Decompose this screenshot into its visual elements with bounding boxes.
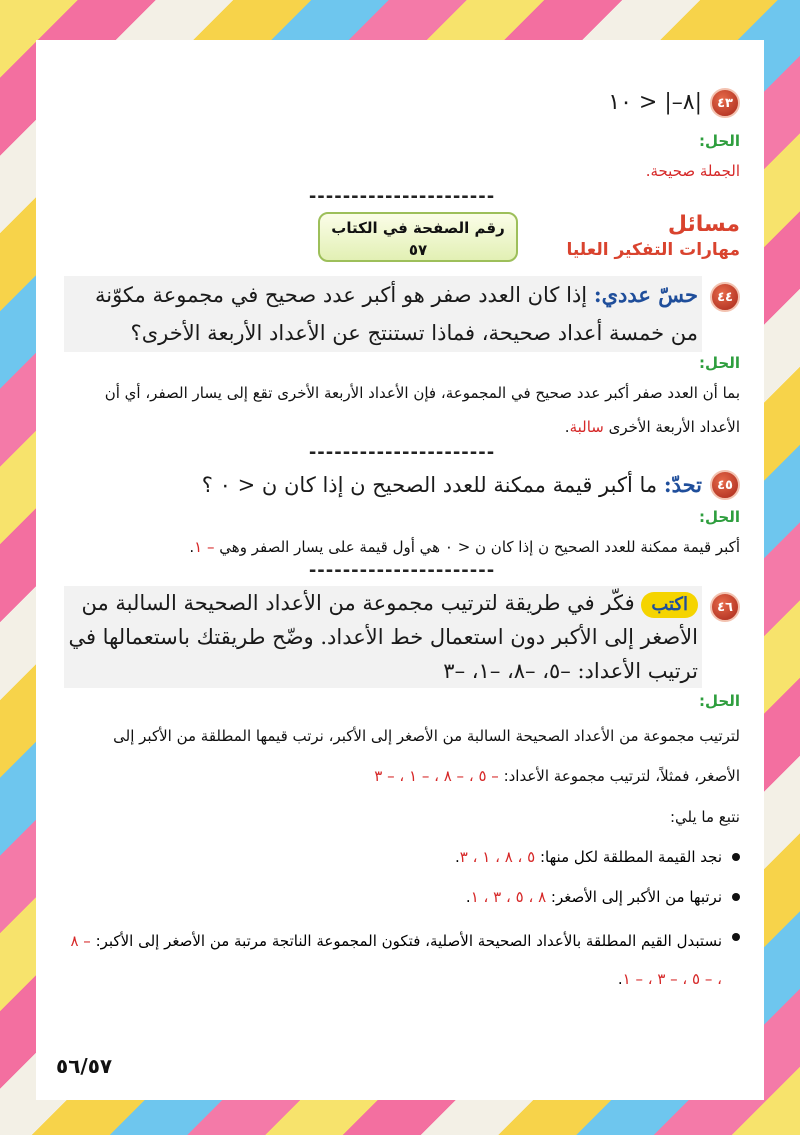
solution-end: . — [189, 538, 195, 556]
section-subtitle: مهارات التفكير العليا — [566, 240, 740, 260]
question-body: إذا كان العدد صفر هو أكبر عدد صحيح في مجموعة مكوّنة من خمسة أعداد صحيحة، فماذا تستنتج عن الأعداد الأربعة الأخرى؟ — [94, 283, 698, 345]
section-title: مسائل — [667, 212, 740, 237]
worksheet-page — [36, 40, 764, 1100]
solution-label: الحل: — [699, 354, 740, 372]
list-item-text: نرتبها من الأكبر إلى الأصغر: — [550, 888, 722, 906]
solution-label: الحل: — [699, 692, 740, 710]
list-item-values: ٨ ، ٥ ، ٣ ، ١ — [470, 888, 547, 906]
question-text — [202, 466, 702, 504]
question-tag: حسّ عددي: — [593, 282, 698, 307]
question-number: ٤٤ — [710, 282, 740, 312]
question-tag: تحدّ: — [663, 472, 702, 497]
list-item-values: ٥ ، ٨ ، ١ ، ٣ — [459, 848, 536, 866]
list-item — [64, 882, 740, 912]
list-item-content — [64, 922, 722, 998]
bullet-icon — [732, 893, 740, 901]
question-text — [64, 586, 702, 688]
solution-highlight: – ٥ ، – ٨ ، – ١ ، – ٣ — [374, 767, 499, 785]
bullet-icon — [732, 853, 740, 861]
list-item-end: . — [455, 848, 460, 866]
content — [64, 84, 740, 1008]
question-number: ٤٦ — [710, 592, 740, 622]
list-item-text: نستبدل القيم المطلقة بالأعداد الصحيحة الأصلية، فتكون المجموعة الناتجة مرتبة من الأصغر إلى الأكبر: — [95, 932, 722, 950]
question-body: ما أكبر قيمة ممكنة للعدد الصحيح ن إذا كان ن < ٠ ؟ — [201, 473, 658, 497]
book-page-box — [318, 212, 518, 262]
list-item-content — [455, 842, 722, 872]
solution-text: الجملة صحيحة. — [645, 162, 740, 180]
list-item-end: . — [617, 970, 623, 988]
separator: ---------------------- — [308, 186, 496, 207]
question-43 — [64, 84, 740, 122]
list-item-text: نجد القيمة المطلقة لكل منها: — [540, 848, 722, 866]
book-page-number: ٥٧ — [408, 241, 428, 259]
question-number: ٤٣ — [710, 88, 740, 118]
solution-highlight: – ١ — [194, 538, 215, 556]
list-item-end: . — [465, 888, 471, 906]
list-item — [64, 922, 740, 998]
list-item — [64, 842, 740, 872]
solution-body: أكبر قيمة ممكنة للعدد الصحيح ن إذا كان ن < ٠ هي أول قيمة على يسار الصفر وهي — [219, 538, 740, 556]
list-item-values: – ٨ ، – ٥ ، – ٣ ، – ١ — [70, 932, 722, 988]
follow-steps-label: نتبع ما يلي: — [669, 808, 740, 826]
solution-label: الحل: — [699, 508, 740, 526]
bullet-icon — [732, 933, 740, 941]
solution-text — [64, 376, 740, 444]
question-tag: اكتب — [641, 592, 698, 618]
separator: ---------------------- — [308, 442, 496, 463]
solution-label: الحل: — [699, 132, 740, 150]
solution-end: . — [564, 418, 570, 436]
question-body: فكّر في طريقة لترتيب مجموعة من الأعداد الصحيحة السالبة من الأصغر إلى الأكبر دون استعمال خط الأعداد. وضّح طريقتك باستعمالها في ترتيب الأعداد: –٥، –٨، –١، –٣ — [68, 591, 698, 683]
solution-text — [64, 532, 740, 562]
question-number: ٤٥ — [710, 470, 740, 500]
question-expression: |٨–| < ١٠ — [608, 90, 702, 115]
question-45 — [64, 466, 740, 504]
page-numbers: ٥٦/٥٧ — [56, 1054, 113, 1078]
book-page-label: رقم الصفحة في الكتاب — [331, 219, 505, 237]
question-text — [64, 276, 702, 352]
solution-text — [64, 716, 740, 796]
steps-list — [64, 842, 740, 998]
list-item-content — [466, 882, 722, 912]
section-header — [64, 212, 740, 272]
solution-body: بما أن العدد صفر أكبر عدد صحيح في المجموعة، فإن الأعداد الأربعة الأخرى تقع إلى يسار الصفر، أي أن الأعداد الأربعة الأخرى — [104, 384, 740, 436]
solution-highlight: سالبة — [569, 418, 604, 436]
solution-body: لترتيب مجموعة من الأعداد الصحيحة السالبة من الأصغر إلى الأكبر، نرتب قيمها المطلقة من الأكبر إلى الأصغر، فمثلاً، لترتيب مجموعة الأعداد: — [113, 727, 740, 785]
question-46 — [64, 586, 740, 688]
separator: ---------------------- — [308, 560, 496, 581]
question-44 — [64, 276, 740, 352]
